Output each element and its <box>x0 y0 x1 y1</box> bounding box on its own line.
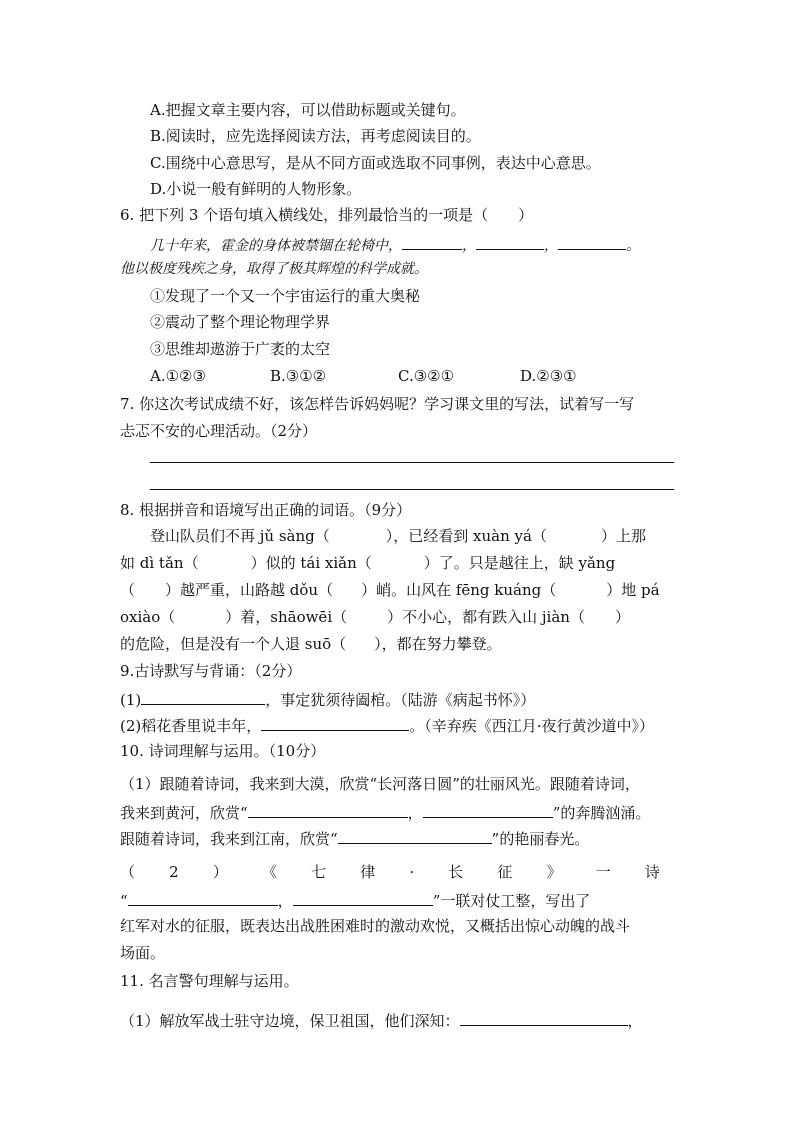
q8-text: ） <box>614 608 630 626</box>
q9-line2 <box>120 714 654 736</box>
q9-line1 <box>120 688 535 710</box>
q6-passage-line1: 几十年来，霍金的身体被禁锢在轮椅中， ， ， 。 <box>150 233 640 256</box>
q10-blank-2[interactable] <box>423 801 553 818</box>
q11-p1 <box>120 1009 643 1031</box>
q5-option-a: A.把握文章主要内容，可以借助标题或关键句。 <box>150 101 466 119</box>
q8-line1 <box>150 526 646 546</box>
q10-text: 跟随着诗词，我来到江南，欣赏“ <box>120 830 338 848</box>
q9-text: (1) <box>120 691 142 709</box>
q6-passage-line2: 他以极度残疾之身，取得了极其辉煌的科学成就。 <box>120 261 428 277</box>
q8-text: 登山队员们不再 jǔ sàng（ <box>150 527 330 545</box>
q5-option-c: C.围绕中心意思写，是从不同方面或选取不同事例，表达中心意思。 <box>150 154 601 172</box>
q8-line5 <box>120 634 502 654</box>
q9-text: ，事定犹须待阖棺。（陆游《病起书怀》） <box>265 691 536 709</box>
q10-p1-line1: （1）跟随着诗词，我来到大漠，欣赏“长河落日圆”的壮丽风光。跟随着诗词， <box>120 775 640 793</box>
q10-text: “ <box>120 892 128 910</box>
q10-text: ， <box>277 892 293 910</box>
q8-text: ）着，shāowēi（ <box>225 608 348 626</box>
q7-stem-line1: 7. 你这次考试成绩不好，该怎样告诉妈妈呢？学习课文里的写法，试着写一写 <box>120 395 635 413</box>
q6-blank-2[interactable] <box>476 233 544 250</box>
q10-text: ， <box>407 804 423 822</box>
q10-text: ”一联对仗工整，写出了 <box>432 892 591 910</box>
q6-sentence-2: ②震动了整个理论物理学界 <box>150 313 331 331</box>
q6-choice-a[interactable]: A.①②③ <box>150 367 206 385</box>
q10-token: 》 <box>546 863 562 881</box>
q11-stem: 11. 名言警句理解与运用。 <box>120 972 299 990</box>
q8-line2 <box>120 553 615 573</box>
q8-text: ）上那 <box>600 527 646 545</box>
q6-blank-3[interactable] <box>558 233 626 250</box>
q8-text: ）地 pá <box>606 581 660 599</box>
q8-text: ）了。只是越往上，缺 yǎng <box>423 554 616 572</box>
q8-text: ），已经看到 xuàn yá（ <box>385 527 547 545</box>
q10-text: 我来到黄河，欣赏“ <box>120 804 248 822</box>
q10-token: 征 <box>497 863 513 881</box>
q10-text: ”的艳丽春光。 <box>491 830 590 848</box>
q8-line4 <box>120 607 630 627</box>
q7-stem-line2: 忐忑不安的心理活动。（2分） <box>120 422 318 440</box>
q6-stem: 6. 把下列 3 个语句填入横线处，排列最恰当的一项是（ ） <box>120 206 534 224</box>
q10-blank-1[interactable] <box>248 801 408 818</box>
q7-answer-line-1[interactable] <box>150 462 674 463</box>
q8-text: ）不小心，都有跌入山 jiàn（ <box>387 608 585 626</box>
q10-token: 诗 <box>644 863 660 881</box>
q6-choice-d[interactable]: D.②③① <box>520 367 577 385</box>
q8-text: 如 dì tǎn（ <box>120 554 199 572</box>
q8-text: oxiào（ <box>120 608 176 626</box>
q10-p1-line2 <box>120 801 650 823</box>
q5-option-b: B.阅读时，应先选择阅读方法，再考虑阅读目的。 <box>150 127 481 145</box>
q11-text: （1）解放军战士驻守边境，保卫祖国，他们深知： <box>120 1012 460 1030</box>
q10-p2-line3: 红军对水的征服，既表达出战胜困难时的激动欢悦，又概括出惊心动魄的战斗 <box>120 917 631 935</box>
q10-p2-line4: 场面。 <box>120 944 166 962</box>
q8-line3 <box>120 580 660 600</box>
q10-blank-3[interactable] <box>338 827 492 844</box>
q10-stem: 10. 诗词理解与运用。（10分） <box>120 742 326 760</box>
q10-text: ”的奔腾汹涌。 <box>552 804 651 822</box>
q8-text: （ <box>120 581 136 599</box>
q10-p2-line1 <box>120 862 660 882</box>
q10-token: 七 <box>311 863 327 881</box>
q10-token: 一 <box>595 863 611 881</box>
q10-token: · <box>409 863 415 881</box>
q9-text: 。（辛弃疾《西江月·夜行黄沙道中》） <box>409 717 655 735</box>
q8-text: 的危险，但是没有一个人退 suō（ <box>120 635 347 653</box>
q6-passage-text: 几十年来，霍金的身体被禁锢在轮椅中， <box>150 238 402 254</box>
q8-text: ）越严重，山路越 dǒu（ <box>165 581 334 599</box>
q10-p2-line2 <box>120 889 590 911</box>
q6-blank-1[interactable] <box>402 233 462 250</box>
q9-text: (2)稻花香里说丰年， <box>120 717 262 735</box>
q8-text: ）似的 tái xiǎn（ <box>250 554 372 572</box>
q6-choice-c[interactable]: C.③②① <box>398 367 455 385</box>
q8-text: ）峭。山风在 fēng kuáng（ <box>361 581 557 599</box>
q10-token: 长 <box>448 863 464 881</box>
q8-stem: 8. 根据拼音和语境写出正确的词语。（9分） <box>120 501 412 519</box>
q11-blank-1[interactable] <box>460 1009 628 1026</box>
q10-token: 2 <box>169 863 179 881</box>
q11-text: ， <box>627 1012 643 1030</box>
q6-choice-b[interactable]: B.③①② <box>270 367 327 385</box>
q10-token: （ <box>120 863 136 881</box>
q10-blank-4[interactable] <box>128 889 278 906</box>
q9-stem: 9.古诗默写与背诵：（2分） <box>120 662 302 680</box>
q7-answer-line-2[interactable] <box>150 489 674 490</box>
q8-text: ），都在努力攀登。 <box>374 635 502 653</box>
q10-token: 《 <box>261 863 277 881</box>
q6-sentence-3: ③思维却遨游于广袤的太空 <box>150 340 331 358</box>
q10-token: 律 <box>360 863 376 881</box>
q10-token: ） <box>212 863 228 881</box>
q5-option-d: D.小说一般有鲜明的人物形象。 <box>150 180 362 198</box>
q10-blank-5[interactable] <box>293 889 433 906</box>
q6-sentence-1: ①发现了一个又一个宇宙运行的重大奥秘 <box>150 287 421 305</box>
q9-blank-1[interactable] <box>141 688 265 705</box>
q10-p1-line3 <box>120 827 589 849</box>
q9-blank-2[interactable] <box>261 714 409 731</box>
